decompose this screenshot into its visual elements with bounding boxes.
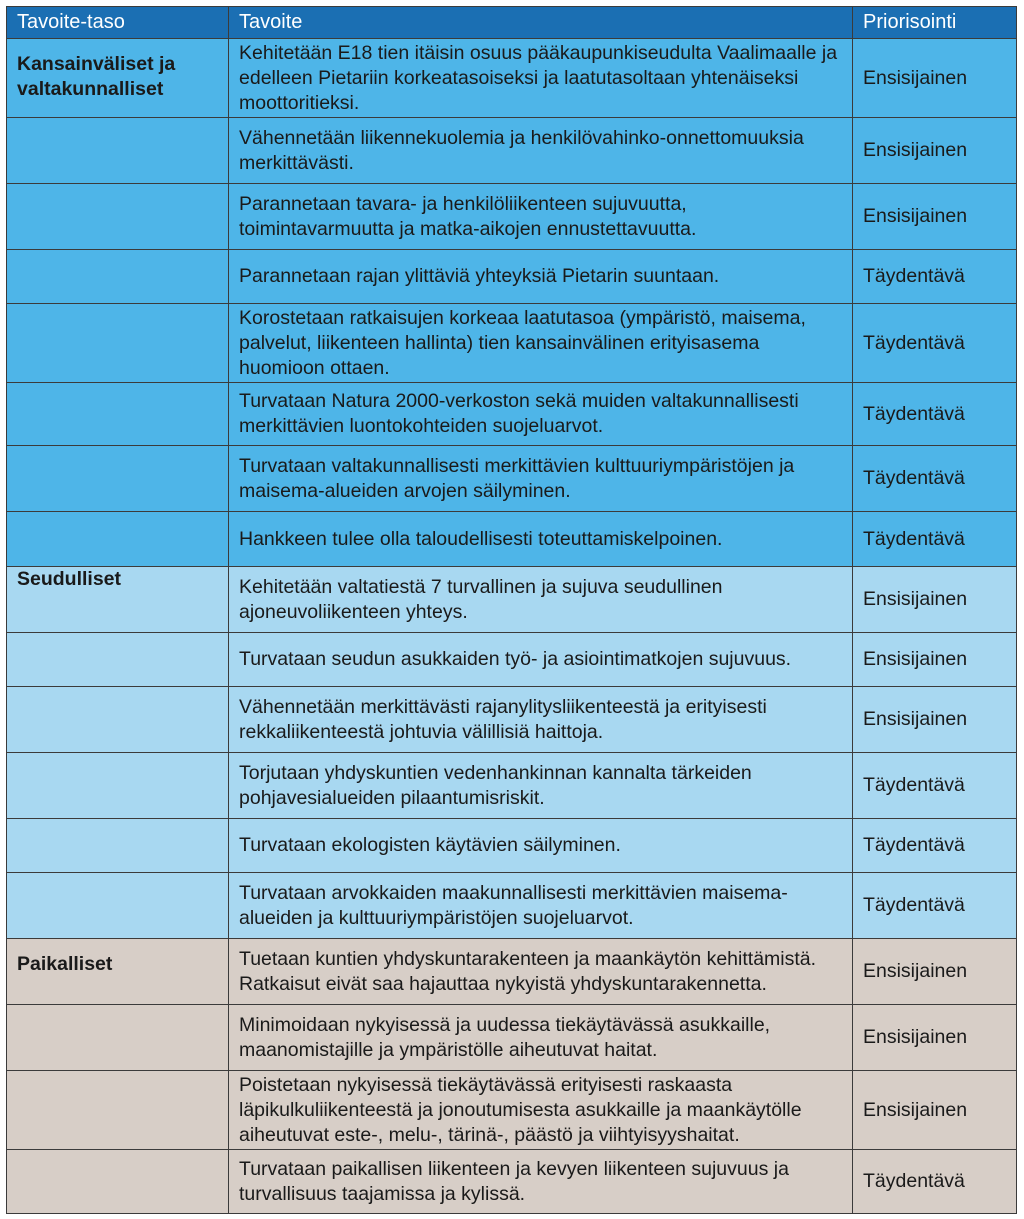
priority-cell: Täydentävä (853, 873, 1017, 939)
table-row (7, 567, 1017, 633)
level-empty (7, 512, 229, 567)
priority-cell: Täydentävä (853, 512, 1017, 567)
goals-table (6, 6, 1017, 1214)
level-label: Kansainväliset ja valtakunnalliset (7, 39, 229, 118)
level-empty (7, 687, 229, 753)
table-row (7, 446, 1017, 512)
header-goal: Tavoite (229, 7, 853, 39)
goal-cell: Turvataan Natura 2000-verkoston sekä muiden valtakunnallisesti merkittävien luontokohteiden suojeluarvot. (229, 383, 853, 446)
table-row (7, 633, 1017, 687)
table-row (7, 512, 1017, 567)
level-empty (7, 304, 229, 383)
goal-cell: Parannetaan tavara- ja henkilöliikenteen sujuvuutta, toimintavarmuutta ja matka-aikojen ennustettavuutta. (229, 184, 853, 250)
goal-cell: Vähennetään liikennekuolemia ja henkilövahinko-onnettomuuksia merkittävästi. (229, 118, 853, 184)
table-row (7, 304, 1017, 383)
level-empty (7, 633, 229, 687)
priority-cell: Ensisijainen (853, 1071, 1017, 1150)
header-priority: Priorisointi (853, 7, 1017, 39)
table-row (7, 1071, 1017, 1150)
table-row (7, 383, 1017, 446)
level-empty (7, 819, 229, 873)
priority-cell: Täydentävä (853, 819, 1017, 873)
goal-cell: Turvataan ekologisten käytävien säilyminen. (229, 819, 853, 873)
goal-cell: Turvataan seudun asukkaiden työ- ja asiointimatkojen sujuvuus. (229, 633, 853, 687)
table-row (7, 819, 1017, 873)
table-row (7, 1005, 1017, 1071)
priority-cell: Täydentävä (853, 446, 1017, 512)
priority-cell: Ensisijainen (853, 567, 1017, 633)
goal-cell: Kehitetään E18 tien itäisin osuus pääkaupunkiseudulta Vaalimaalle ja edelleen Pietariin korkeatasoiseksi ja laatutasoltaan yhtenäiseksi moottoritieksi. (229, 39, 853, 118)
level-empty (7, 118, 229, 184)
priority-cell: Ensisijainen (853, 939, 1017, 1005)
goal-cell: Tuetaan kuntien yhdyskuntarakenteen ja maankäytön kehittämistä. Ratkaisut eivät saa hajauttaa nykyistä yhdyskuntarakennetta. (229, 939, 853, 1005)
goal-cell: Parannetaan rajan ylittäviä yhteyksiä Pietarin suuntaan. (229, 250, 853, 304)
goal-cell: Korostetaan ratkaisujen korkeaa laatutasoa (ympäristö, maisema, palvelut, liikenteen hallinta) tien kansainvälinen erityisasema huomioon ottaen. (229, 304, 853, 383)
table-row (7, 939, 1017, 1005)
goal-cell: Minimoidaan nykyisessä ja uudessa tiekäytävässä asukkaille, maanomistajille ja ympäristölle aiheutuvat haitat. (229, 1005, 853, 1071)
goal-cell: Turvataan paikallisen liikenteen ja kevyen liikenteen sujuvuus ja turvallisuus taajamissa ja kylissä. (229, 1150, 853, 1214)
level-empty (7, 873, 229, 939)
priority-cell: Ensisijainen (853, 1005, 1017, 1071)
goal-cell: Poistetaan nykyisessä tiekäytävässä erityisesti raskaasta läpikulkuliikenteestä ja jonoutumisesta asukkaille ja maankäytölle aiheutuvat este-, melu-, tärinä-, päästö ja viihtyisyyshaitat. (229, 1071, 853, 1150)
level-empty (7, 383, 229, 446)
priority-cell: Täydentävä (853, 753, 1017, 819)
table-row (7, 39, 1017, 118)
table-row (7, 1150, 1017, 1214)
priority-cell: Ensisijainen (853, 633, 1017, 687)
header-level: Tavoite-taso (7, 7, 229, 39)
level-empty (7, 184, 229, 250)
priority-cell: Täydentävä (853, 250, 1017, 304)
level-label: Seudulliset (7, 567, 229, 633)
priority-cell: Täydentävä (853, 304, 1017, 383)
level-label: Paikalliset (7, 939, 229, 1005)
level-empty (7, 1071, 229, 1150)
priority-cell: Täydentävä (853, 1150, 1017, 1214)
goal-cell: Turvataan valtakunnallisesti merkittävien kulttuuriympäristöjen ja maisema-alueiden arvojen säilyminen. (229, 446, 853, 512)
level-empty (7, 753, 229, 819)
goal-cell: Kehitetään valtatiestä 7 turvallinen ja sujuva seudullinen ajoneuvoliikenteen yhteys. (229, 567, 853, 633)
priority-cell: Ensisijainen (853, 687, 1017, 753)
goal-cell: Hankkeen tulee olla taloudellisesti toteuttamiskelpoinen. (229, 512, 853, 567)
level-empty (7, 446, 229, 512)
level-empty (7, 250, 229, 304)
header-row (7, 7, 1017, 39)
goal-cell: Vähennetään merkittävästi rajanylitysliikenteestä ja erityisesti rekkaliikenteestä johtuvia välillisiä haittoja. (229, 687, 853, 753)
table-row (7, 118, 1017, 184)
table-row (7, 873, 1017, 939)
priority-cell: Ensisijainen (853, 184, 1017, 250)
priority-cell: Ensisijainen (853, 118, 1017, 184)
priority-cell: Täydentävä (853, 383, 1017, 446)
level-empty (7, 1005, 229, 1071)
level-empty (7, 1150, 229, 1214)
goal-cell: Turvataan arvokkaiden maakunnallisesti merkittävien maisema-alueiden ja kulttuuriympäristöjen suojeluarvot. (229, 873, 853, 939)
table-row (7, 250, 1017, 304)
table-row (7, 753, 1017, 819)
goal-cell: Torjutaan yhdyskuntien vedenhankinnan kannalta tärkeiden pohjavesialueiden pilaantumisriskit. (229, 753, 853, 819)
goals-table-container (6, 6, 1016, 1214)
priority-cell: Ensisijainen (853, 39, 1017, 118)
table-row (7, 184, 1017, 250)
table-row (7, 687, 1017, 753)
